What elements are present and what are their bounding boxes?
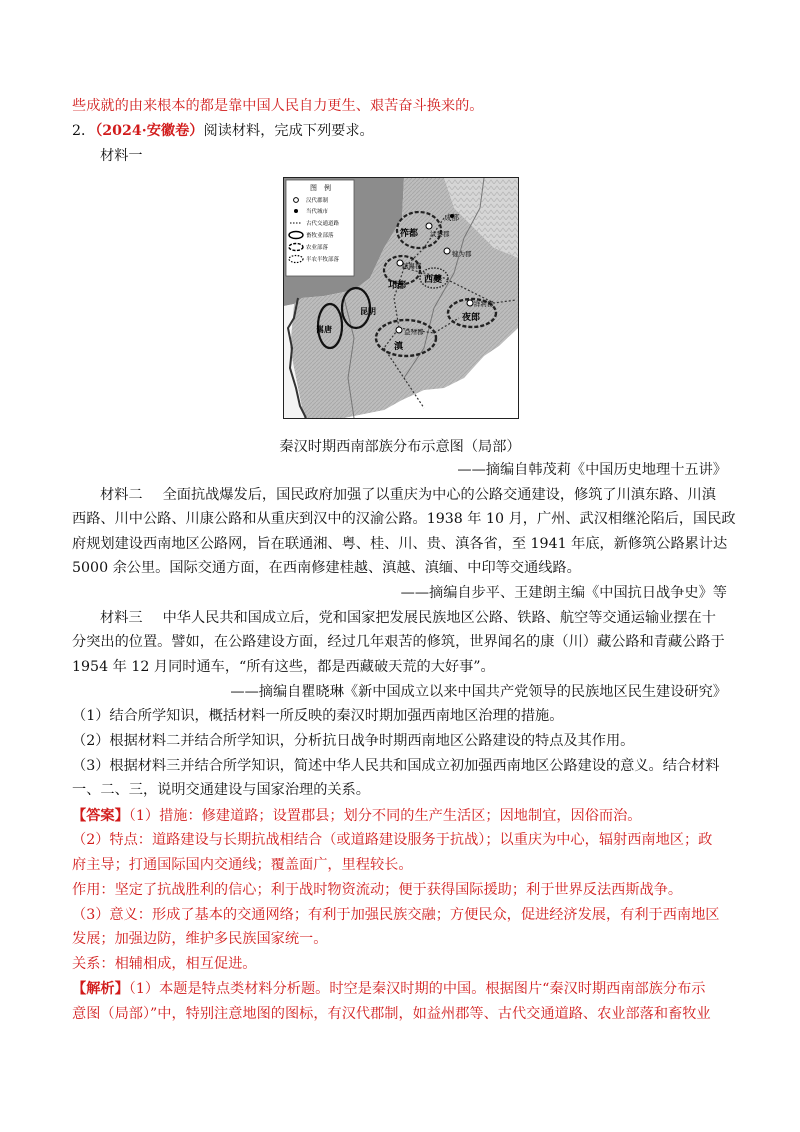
material3-citation: ——摘编自瞿晓琳《新中国成立以来中国共产党领导的民族地区民生建设研究》 — [230, 684, 727, 700]
material2-line-1: 全面抗战爆发后，国民政府加强了以重庆为中心的公路交通建设，修筑了川滇东路、川滇 — [162, 487, 716, 503]
sub-question-1: （1）结合所学知识，概括材料一所反映的秦汉时期加强西南地区治理的措施。 — [72, 708, 564, 724]
label-dian: 滇 — [394, 342, 404, 352]
previous-answer-tail: 些成就的由来根本的都是靠中国人民自力更生、艰苦奋斗换来的。 — [72, 98, 484, 114]
material2-label: 材料二 — [100, 487, 143, 503]
question-number: 2． — [72, 123, 96, 139]
material1-citation: ——摘编自韩茂莉《中国历史地理十五讲》 — [457, 462, 727, 478]
answer-line-2: （2）特点：道路建设与长期抗战相结合（或道路建设服务于抗战）；以重庆为中心，辐射西南地区；政 — [72, 832, 713, 848]
material1-label: 材料一 — [100, 148, 143, 164]
analysis-text-1: （1）本题是特点类材料分析题。时空是秦汉时期的中国。根据图片“秦汉时期西南部族分布示 — [128, 981, 706, 997]
qianwei-prefecture-marker — [444, 248, 450, 254]
material3-line-1: 中华人民共和国成立后，党和国家把发展民族地区公路、铁路、航空等交通运输业摆在十 — [162, 610, 716, 626]
material3-line-2: 分突出的位置。譬如，在公路建设方面，经过几年艰苦的修筑，世界闻名的康（川）藏公路和青藏公路于 — [72, 634, 725, 650]
label-wenli: 汶黎郡 — [430, 230, 450, 238]
legend-item-1: 汉代郡制 — [306, 198, 329, 204]
sub-question-3: （3）根据材料三并结合所学知识，简述中华人民共和国成立初加强西南地区公路建设的意义。结合材料 — [72, 758, 720, 774]
label-yizhou: 益州郡 — [404, 328, 424, 336]
zangke-prefecture-marker — [467, 300, 473, 306]
answer-tag: 【答案】 — [72, 808, 129, 824]
material2-line-2: 西路、川中公路、川康公路和从重庆到汉中的汉渝公路。1938 年 10 月，广州、武汉相继沦陷后，国民政 — [72, 511, 736, 527]
question-source: （2024·安徽卷） — [95, 123, 204, 139]
label-zuodu: 筰都 — [400, 229, 419, 239]
map-svg — [284, 178, 518, 418]
label-yuexi: 越巂郡 — [402, 262, 422, 270]
answer-text-1: （1）措施：修建道路；设置郡县；划分不同的生产生活区；因地制宜，因俗而治。 — [128, 808, 642, 824]
answer-line-1 — [72, 806, 641, 826]
legend-item-4: 畜牧业部落 — [306, 233, 334, 239]
material3-first-line — [100, 608, 716, 628]
label-zangke: 牂牁郡 — [474, 300, 494, 308]
question-heading — [72, 121, 374, 141]
analysis-tag: 【解析】 — [72, 981, 129, 997]
label-yelang: 夜郎 — [462, 313, 481, 323]
legend-title: 图 例 — [310, 184, 331, 192]
material2-citation: ——摘编自步平、王建朗主编《中国抗日战争史》等 — [400, 585, 727, 601]
legend-item-2: 当代城市 — [306, 209, 329, 215]
yizhou-prefecture-marker — [396, 327, 402, 333]
answer-line-7: 关系：相辅相成，相互促进。 — [72, 956, 257, 972]
legend-item-5: 农业部落 — [306, 245, 329, 251]
sub-question-2: （2）根据材料二并结合所学知识，分析抗日战争时期西南地区公路建设的特点及其作用。 — [72, 733, 635, 749]
southwest-tribes-map — [283, 177, 519, 419]
sub-question-3-cont: 一、二、三，说明交通建设与国家治理的关系。 — [72, 782, 370, 798]
material2-first-line — [100, 485, 716, 505]
legend-prefecture-symbol — [294, 198, 299, 203]
wenli-prefecture-marker — [426, 223, 432, 229]
material3-line-3: 1954 年 12 月同时通车，“所有这些，都是西藏破天荒的大好事”。 — [72, 659, 495, 675]
legend-item-3: 古代交通道路 — [306, 221, 340, 227]
label-qiongdu: 邛都 — [388, 281, 407, 291]
map-caption: 秦汉时期西南部族分布示意图（局部） — [279, 439, 521, 455]
label-xitang: 嶲唐 — [316, 325, 332, 334]
analysis-line-2: 意图（局部）”中，特别注意地图的图标，有汉代郡制，如益州郡等、古代交通道路、农业部落和畜牧业 — [72, 1006, 711, 1022]
question-prompt: 阅读材料，完成下列要求。 — [203, 123, 374, 139]
analysis-line-1 — [72, 979, 705, 999]
answer-line-6: 发展；加强边防，维护多民族国家统一。 — [72, 931, 328, 947]
legend-city-symbol — [294, 209, 298, 213]
material2-line-4: 5000 余公里。国际交通方面，在西南修建桂越、滇越、滇缅、中印等交通线路。 — [72, 560, 581, 576]
answer-line-5: （3）意义：形成了基本的交通网络；有利于加强民族交融；方便民众，促进经济发展，有利于西南地区 — [72, 907, 720, 923]
label-qianwei: 犍为郡 — [452, 250, 472, 258]
material3-label: 材料三 — [100, 610, 143, 626]
label-xikui: 西夔 — [424, 275, 443, 285]
answer-line-3: 府主导；打通国际国内交通线；覆盖面广，里程较长。 — [72, 857, 413, 873]
legend-item-6: 半农半牧部落 — [306, 257, 340, 263]
material2-line-3: 府规划建设西南地区公路网，旨在联通湘、粤、桂、川、贵、滇各省，至 1941 年底，新修筑公路累计达 — [72, 536, 728, 552]
answer-line-4: 作用：坚定了抗战胜利的信心；利于战时物资流动；便于获得国际援助；利于世界反法西斯战争。 — [72, 882, 683, 898]
label-chengdu: 成都 — [444, 213, 459, 222]
label-kunming: 昆明 — [360, 307, 376, 316]
